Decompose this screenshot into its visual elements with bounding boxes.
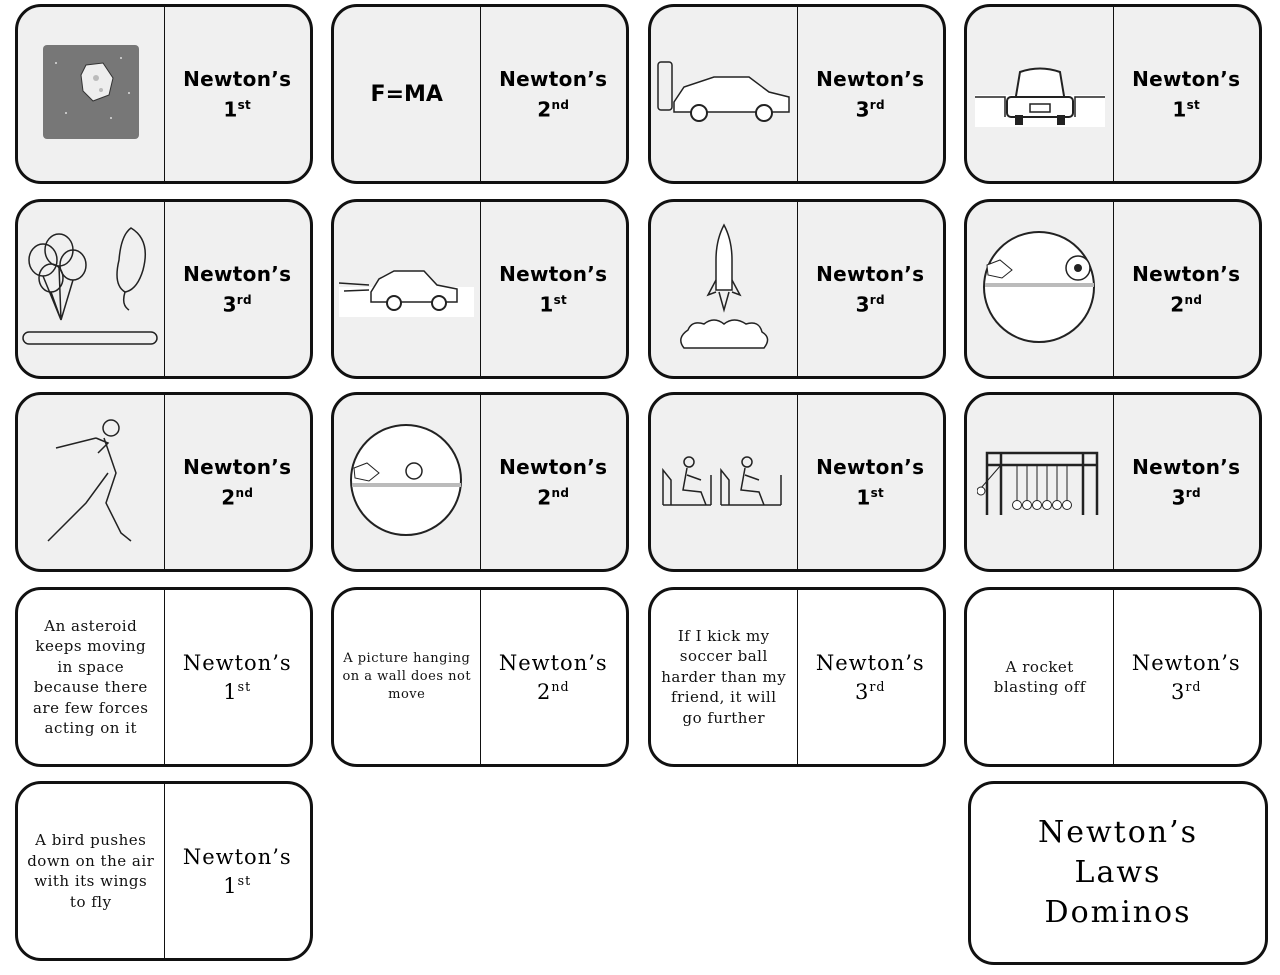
law-word: Newton’s: [182, 650, 292, 675]
law-ordinal: [816, 287, 924, 318]
baseball-batter-icon: [36, 413, 146, 552]
domino-tile: [964, 199, 1262, 379]
law-word: Newton’s: [816, 66, 925, 91]
law-suffix: rd: [869, 97, 885, 112]
newtons-law-label: [1132, 66, 1240, 123]
law-number: 1: [856, 485, 871, 510]
domino-left-half: [651, 7, 798, 181]
domino-tile: [15, 4, 313, 184]
title-card: [968, 781, 1268, 965]
domino-right-half: [481, 590, 627, 764]
domino-left-half: [334, 395, 481, 569]
newtons-law-label: [1132, 261, 1240, 318]
title-line: Dominos: [1044, 895, 1192, 930]
law-number: 3: [222, 292, 237, 317]
domino-left-half: [651, 202, 798, 376]
domino-left-half: [334, 202, 481, 376]
law-suffix: nd: [235, 485, 254, 500]
domino-right-half: [481, 202, 627, 376]
law-suffix: st: [237, 872, 252, 888]
law-ordinal: [499, 675, 608, 704]
formula-text: F=MA: [370, 81, 443, 107]
law-ordinal: [183, 675, 292, 704]
domino-right-half: [165, 784, 311, 958]
law-suffix: rd: [869, 678, 886, 694]
law-number: 1: [539, 292, 554, 317]
domino-tile: [15, 781, 313, 961]
law-ordinal: [1132, 92, 1240, 123]
domino-tile: [331, 392, 629, 572]
law-ordinal: [183, 869, 292, 898]
domino-tile: [648, 4, 946, 184]
newtons-law-label: [1132, 454, 1240, 511]
domino-right-half: [798, 7, 944, 181]
law-ordinal: [499, 480, 607, 511]
law-number: 2: [537, 97, 552, 122]
newtons-law-label: [499, 651, 608, 704]
law-number: 1: [223, 873, 238, 898]
domino-right-half: [1114, 395, 1260, 569]
law-word: Newton’s: [1131, 650, 1241, 675]
newtons-law-label: [499, 261, 607, 318]
domino-tile: [331, 4, 629, 184]
domino-tile: [964, 587, 1262, 767]
law-number: 1: [1172, 97, 1187, 122]
law-ordinal: [183, 287, 291, 318]
law-suffix: st: [237, 678, 252, 694]
newtons-law-label: [183, 261, 291, 318]
scenario-text: If I kick my soccer ball harder than my friend, it will go further: [661, 626, 787, 727]
law-suffix: st: [870, 485, 885, 500]
law-ordinal: [499, 287, 607, 318]
law-suffix: rd: [1185, 678, 1202, 694]
kicking-bowling-ball-icon: [349, 423, 464, 542]
law-suffix: st: [237, 97, 252, 112]
law-word: Newton’s: [499, 66, 608, 91]
law-number: 2: [1170, 292, 1185, 317]
law-suffix: rd: [236, 292, 252, 307]
moving-car-icon: [339, 257, 474, 321]
scenario-text: A bird pushes down on the air with its wings to fly: [27, 831, 155, 911]
domino-tile: [648, 392, 946, 572]
law-ordinal: [816, 675, 925, 704]
balloons-icon: [21, 220, 161, 359]
law-number: 2: [536, 679, 552, 704]
law-number: 1: [223, 97, 238, 122]
domino-right-half: [1114, 7, 1260, 181]
car-crash-into-wall-icon: [654, 57, 794, 131]
domino-tile: [648, 199, 946, 379]
law-suffix: rd: [869, 292, 885, 307]
law-word: Newton’s: [499, 261, 608, 286]
newtons-law-label: [183, 651, 292, 704]
law-word: Newton’s: [183, 66, 292, 91]
newtons-law-label: [816, 454, 924, 511]
domino-tile: [331, 199, 629, 379]
law-number: 2: [537, 485, 552, 510]
law-word: Newton’s: [816, 261, 925, 286]
law-number: 3: [855, 292, 870, 317]
law-ordinal: [499, 92, 607, 123]
scenario-text: A rocket blasting off: [993, 657, 1086, 696]
domino-tile: [648, 587, 946, 767]
domino-left-half: [18, 7, 165, 181]
domino-right-half: [165, 202, 311, 376]
law-number: 3: [855, 679, 870, 704]
law-number: 1: [223, 679, 238, 704]
newtons-cradle-icon: [977, 443, 1102, 522]
law-number: 3: [1171, 679, 1186, 704]
domino-left-half: [967, 590, 1114, 764]
domino-left-half: [18, 590, 165, 764]
newtons-law-label: [816, 651, 925, 704]
law-number: 2: [221, 485, 236, 510]
domino-right-half: [1114, 590, 1260, 764]
law-number: 3: [1171, 485, 1186, 510]
law-ordinal: [1132, 287, 1240, 318]
law-word: Newton’s: [498, 650, 608, 675]
law-word: Newton’s: [183, 261, 292, 286]
law-suffix: nd: [1184, 292, 1203, 307]
domino-right-half: [481, 395, 627, 569]
title-line: Newton’s: [1037, 815, 1199, 850]
newtons-law-label: [816, 261, 924, 318]
domino-left-half: [967, 7, 1114, 181]
law-word: Newton’s: [1132, 66, 1241, 91]
law-suffix: nd: [551, 678, 570, 694]
domino-right-half: [165, 7, 311, 181]
domino-right-half: [798, 590, 944, 764]
domino-tile: [964, 392, 1262, 572]
domino-tile: [15, 587, 313, 767]
asteroid-in-space-icon: [41, 43, 141, 145]
law-suffix: rd: [1185, 485, 1201, 500]
law-ordinal: [183, 480, 291, 511]
domino-right-half: [165, 590, 311, 764]
law-word: Newton’s: [183, 454, 292, 479]
domino-left-half: [651, 590, 798, 764]
law-word: Newton’s: [1132, 261, 1241, 286]
domino-left-half: [18, 784, 165, 958]
law-word: Newton’s: [1132, 454, 1241, 479]
domino-tile: [331, 587, 629, 767]
domino-left-half: [967, 202, 1114, 376]
law-word: Newton’s: [816, 454, 925, 479]
law-suffix: nd: [551, 97, 570, 112]
law-number: 3: [855, 97, 870, 122]
law-suffix: st: [1186, 97, 1201, 112]
newtons-law-label: [816, 66, 924, 123]
law-word: Newton’s: [815, 650, 925, 675]
domino-tile: [15, 199, 313, 379]
newtons-law-label: [183, 845, 292, 898]
law-ordinal: [183, 92, 291, 123]
law-ordinal: [816, 92, 924, 123]
domino-left-half: [18, 395, 165, 569]
title-line: Laws: [1074, 855, 1162, 890]
car-passengers-icon: [661, 450, 786, 514]
newtons-law-label: [499, 454, 607, 511]
car-front-view-icon: [975, 57, 1105, 131]
kicking-soccer-ball-icon: [982, 230, 1097, 349]
law-suffix: nd: [551, 485, 570, 500]
domino-left-half: [18, 202, 165, 376]
scenario-text: An asteroid keeps moving in space because there are few forces acting on it: [32, 616, 149, 737]
law-suffix: st: [553, 292, 568, 307]
domino-tile: [15, 392, 313, 572]
scenario-text: A picture hanging on a wall does not move: [342, 651, 472, 702]
domino-left-half: [967, 395, 1114, 569]
law-ordinal: [816, 480, 924, 511]
domino-tile: [964, 4, 1262, 184]
domino-right-half: [798, 202, 944, 376]
newtons-law-label: [183, 66, 291, 123]
law-ordinal: [1132, 675, 1241, 704]
law-word: Newton’s: [499, 454, 608, 479]
domino-left-half: [334, 590, 481, 764]
domino-right-half: [798, 395, 944, 569]
newtons-law-label: [1132, 651, 1241, 704]
domino-right-half: [165, 395, 311, 569]
domino-left-half: [651, 395, 798, 569]
rocket-launch-icon: [674, 220, 774, 359]
law-ordinal: [1132, 480, 1240, 511]
domino-left-half: [334, 7, 481, 181]
newtons-law-label: [499, 66, 607, 123]
newtons-law-label: [183, 454, 291, 511]
law-word: Newton’s: [182, 844, 292, 869]
domino-right-half: [481, 7, 627, 181]
domino-right-half: [1114, 202, 1260, 376]
